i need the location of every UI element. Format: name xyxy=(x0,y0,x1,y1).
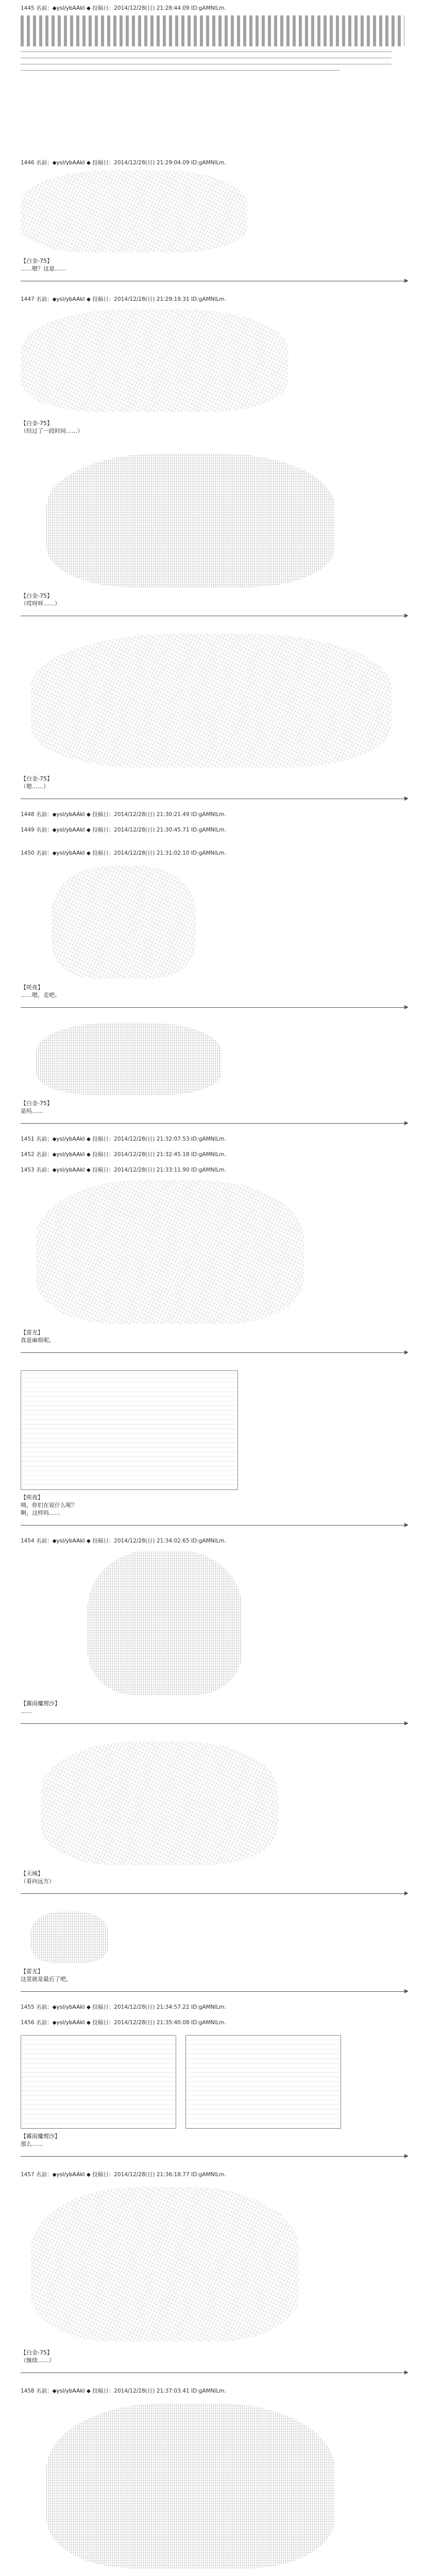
dialogue-line: （嗯……） xyxy=(21,783,49,790)
dialogue-line: （经过了一段时间……） xyxy=(21,428,83,434)
divider-arrow-icon xyxy=(404,614,409,618)
post-date: 投稿日：2014/12/28(日) 21:30:45.71 ID:gAMNlLm. xyxy=(92,827,226,833)
post-header xyxy=(21,1538,412,1545)
post-divider xyxy=(21,1723,404,1724)
post-header xyxy=(21,2020,412,2027)
divider-arrow-icon xyxy=(404,1005,409,1009)
ascii-art xyxy=(21,1370,238,1490)
post-divider xyxy=(21,1991,404,1992)
post-date: 投稿日：2014/12/28(日) 21:29:19.31 ID:gAMNlLm. xyxy=(92,296,226,302)
divider-arrow-icon xyxy=(404,1891,409,1895)
post-divider xyxy=(21,1007,404,1008)
speaker-label: 【霧雨魔理沙】 xyxy=(21,1700,60,1707)
ascii-art xyxy=(88,1551,242,1695)
title-banner-art xyxy=(21,15,404,46)
post-number: 1454 xyxy=(21,1538,35,1544)
poster-name: 名前：◆ysl/ybAAkI ◆ xyxy=(36,2004,91,2010)
post-number: 1446 xyxy=(21,160,35,166)
post-number: 1458 xyxy=(21,2388,35,2394)
post-header xyxy=(21,811,412,819)
divider-arrow-icon xyxy=(404,2154,409,2158)
ascii-art xyxy=(31,634,392,768)
dialogue-line: 啊，这样吗…… xyxy=(21,1510,60,1516)
post-header xyxy=(21,296,412,303)
post-number: 1450 xyxy=(21,850,35,856)
dialogue-line: …… xyxy=(21,1708,32,1715)
ascii-art xyxy=(21,170,247,252)
post-number: 1457 xyxy=(21,2172,35,2178)
post-number: 1453 xyxy=(21,1167,35,1173)
post-number: 1456 xyxy=(21,2020,35,2026)
post-number: 1451 xyxy=(21,1136,35,1142)
post-date: 投稿日：2014/12/28(日) 21:34:57.22 ID:gAMNlLm. xyxy=(92,2004,226,2010)
ascii-art xyxy=(36,1023,222,1095)
post-number: 1447 xyxy=(21,296,35,302)
dialogue-line: （继续……） xyxy=(21,2357,55,2364)
ascii-art xyxy=(31,1911,108,1963)
post-number: 1445 xyxy=(21,5,35,11)
ascii-art xyxy=(52,866,196,979)
post-divider xyxy=(21,2372,404,2373)
post-header xyxy=(21,1136,412,1143)
speaker-label: 【天城】 xyxy=(21,1870,43,1877)
title-rule xyxy=(21,70,340,71)
dialogue-line: 这里就是最后了吧。 xyxy=(21,1976,72,1982)
divider-arrow-icon xyxy=(404,1721,409,1725)
dialogue-line: ……嗯？这是…… xyxy=(21,265,66,272)
ascii-art xyxy=(46,453,335,587)
post-date: 投稿日：2014/12/28(日) 21:35:40.08 ID:gAMNlLm. xyxy=(92,2020,226,2026)
divider-arrow-icon xyxy=(404,1989,409,1993)
post-number: 1448 xyxy=(21,811,35,818)
post-header xyxy=(21,1167,412,1174)
ascii-art xyxy=(21,2035,176,2129)
divider-arrow-icon xyxy=(404,279,409,283)
post-date: 投稿日：2014/12/28(日) 21:32:07.53 ID:gAMNlLm. xyxy=(92,1136,226,1142)
post-header xyxy=(21,2388,412,2395)
post-divider xyxy=(21,1123,404,1124)
post-date: 投稿日：2014/12/28(日) 21:31:02.10 ID:gAMNlLm. xyxy=(92,850,226,856)
ascii-art xyxy=(46,2403,335,2568)
speaker-label: 【白金-75】 xyxy=(21,592,53,599)
dialogue-line: 是吗…… xyxy=(21,1108,43,1114)
poster-name: 名前：◆ysl/ybAAkI ◆ xyxy=(36,850,91,856)
post-header xyxy=(21,850,412,857)
speaker-label: 【白金-75】 xyxy=(21,775,53,782)
dialogue-line: 咦，你们在说什么呢？ xyxy=(21,1502,77,1509)
ascii-art xyxy=(41,1741,278,1865)
poster-name: 名前：◆ysl/ybAAkI ◆ xyxy=(36,811,91,818)
dialogue-line: 那么…… xyxy=(21,2141,43,2147)
post-number: 1449 xyxy=(21,827,35,833)
speaker-label: 【霧雨魔理沙】 xyxy=(21,2133,60,2140)
post-header xyxy=(21,827,412,834)
poster-name: 名前：◆ysl/ybAAkI ◆ xyxy=(36,160,91,166)
dialogue-line: （哎呀呀……） xyxy=(21,600,60,607)
poster-name: 名前：◆ysl/ybAAkI ◆ xyxy=(36,296,91,302)
poster-name: 名前：◆ysl/ybAAkI ◆ xyxy=(36,1538,91,1544)
post-header xyxy=(21,1151,412,1159)
post-header xyxy=(21,2172,412,2179)
poster-name: 名前：◆ysl/ybAAkI ◆ xyxy=(36,1151,91,1158)
divider-arrow-icon xyxy=(404,796,409,801)
post-divider xyxy=(21,1352,404,1353)
ascii-art xyxy=(36,1180,304,1324)
post-date: 投稿日：2014/12/28(日) 21:30:21.49 ID:gAMNlLm. xyxy=(92,811,226,818)
ascii-art xyxy=(185,2035,341,2129)
poster-name: 名前：◆ysl/ybAAkI ◆ xyxy=(36,1167,91,1173)
post-date: 投稿日：2014/12/28(日) 21:29:04.09 ID:gAMNlLm. xyxy=(92,160,226,166)
post-divider xyxy=(21,2156,404,2157)
poster-name: 名前：◆ysl/ybAAkI ◆ xyxy=(36,5,91,11)
divider-arrow-icon xyxy=(404,2370,409,2375)
dialogue-line: 真是麻烦呢。 xyxy=(21,1337,55,1344)
dialogue-line: ……嗯，走吧。 xyxy=(21,992,60,998)
post-divider xyxy=(21,1525,404,1526)
speaker-label: 【雷光】 xyxy=(21,1968,43,1975)
speaker-label: 【白金-75】 xyxy=(21,258,53,264)
divider-arrow-icon xyxy=(404,1523,409,1527)
post-number: 1452 xyxy=(21,1151,35,1158)
dialogue-line: （看向远方） xyxy=(21,1878,55,1885)
speaker-label: 【白金-75】 xyxy=(21,1100,53,1107)
post-date: 投稿日：2014/12/28(日) 21:36:18.77 ID:gAMNlLm. xyxy=(92,2172,226,2178)
post-number: 1455 xyxy=(21,2004,35,2010)
post-date: 投稿日：2014/12/28(日) 21:37:03.41 ID:gAMNlLm. xyxy=(92,2388,226,2394)
divider-arrow-icon xyxy=(404,1121,409,1125)
divider-arrow-icon xyxy=(404,1350,409,1354)
speaker-label: 【咲夜】 xyxy=(21,1494,43,1501)
post-date: 投稿日：2014/12/28(日) 21:34:02.65 ID:gAMNlLm. xyxy=(92,1538,226,1544)
poster-name: 名前：◆ysl/ybAAkI ◆ xyxy=(36,1136,91,1142)
post-date: 投稿日：2014/12/28(日) 21:32:45.18 ID:gAMNlLm. xyxy=(92,1151,226,1158)
post-header xyxy=(21,5,412,12)
speaker-label: 【雷光】 xyxy=(21,1329,43,1336)
post-divider xyxy=(21,1893,404,1894)
ascii-art xyxy=(31,2187,299,2342)
speaker-label: 【白金-75】 xyxy=(21,420,53,427)
post-date: 投稿日：2014/12/28(日) 21:33:11.90 ID:gAMNlLm. xyxy=(92,1167,226,1173)
poster-name: 名前：◆ysl/ybAAkI ◆ xyxy=(36,827,91,833)
ascii-art xyxy=(21,309,288,412)
post-header xyxy=(21,2004,412,2011)
poster-name: 名前：◆ysl/ybAAkI ◆ xyxy=(36,2020,91,2026)
speaker-label: 【白金-75】 xyxy=(21,2349,53,2356)
poster-name: 名前：◆ysl/ybAAkI ◆ xyxy=(36,2172,91,2178)
speaker-label: 【咲夜】 xyxy=(21,984,43,991)
poster-name: 名前：◆ysl/ybAAkI ◆ xyxy=(36,2388,91,2394)
post-date: 投稿日：2014/12/28(日) 21:28:44.09 ID:gAMNlLm. xyxy=(92,5,226,11)
post-header xyxy=(21,160,412,167)
